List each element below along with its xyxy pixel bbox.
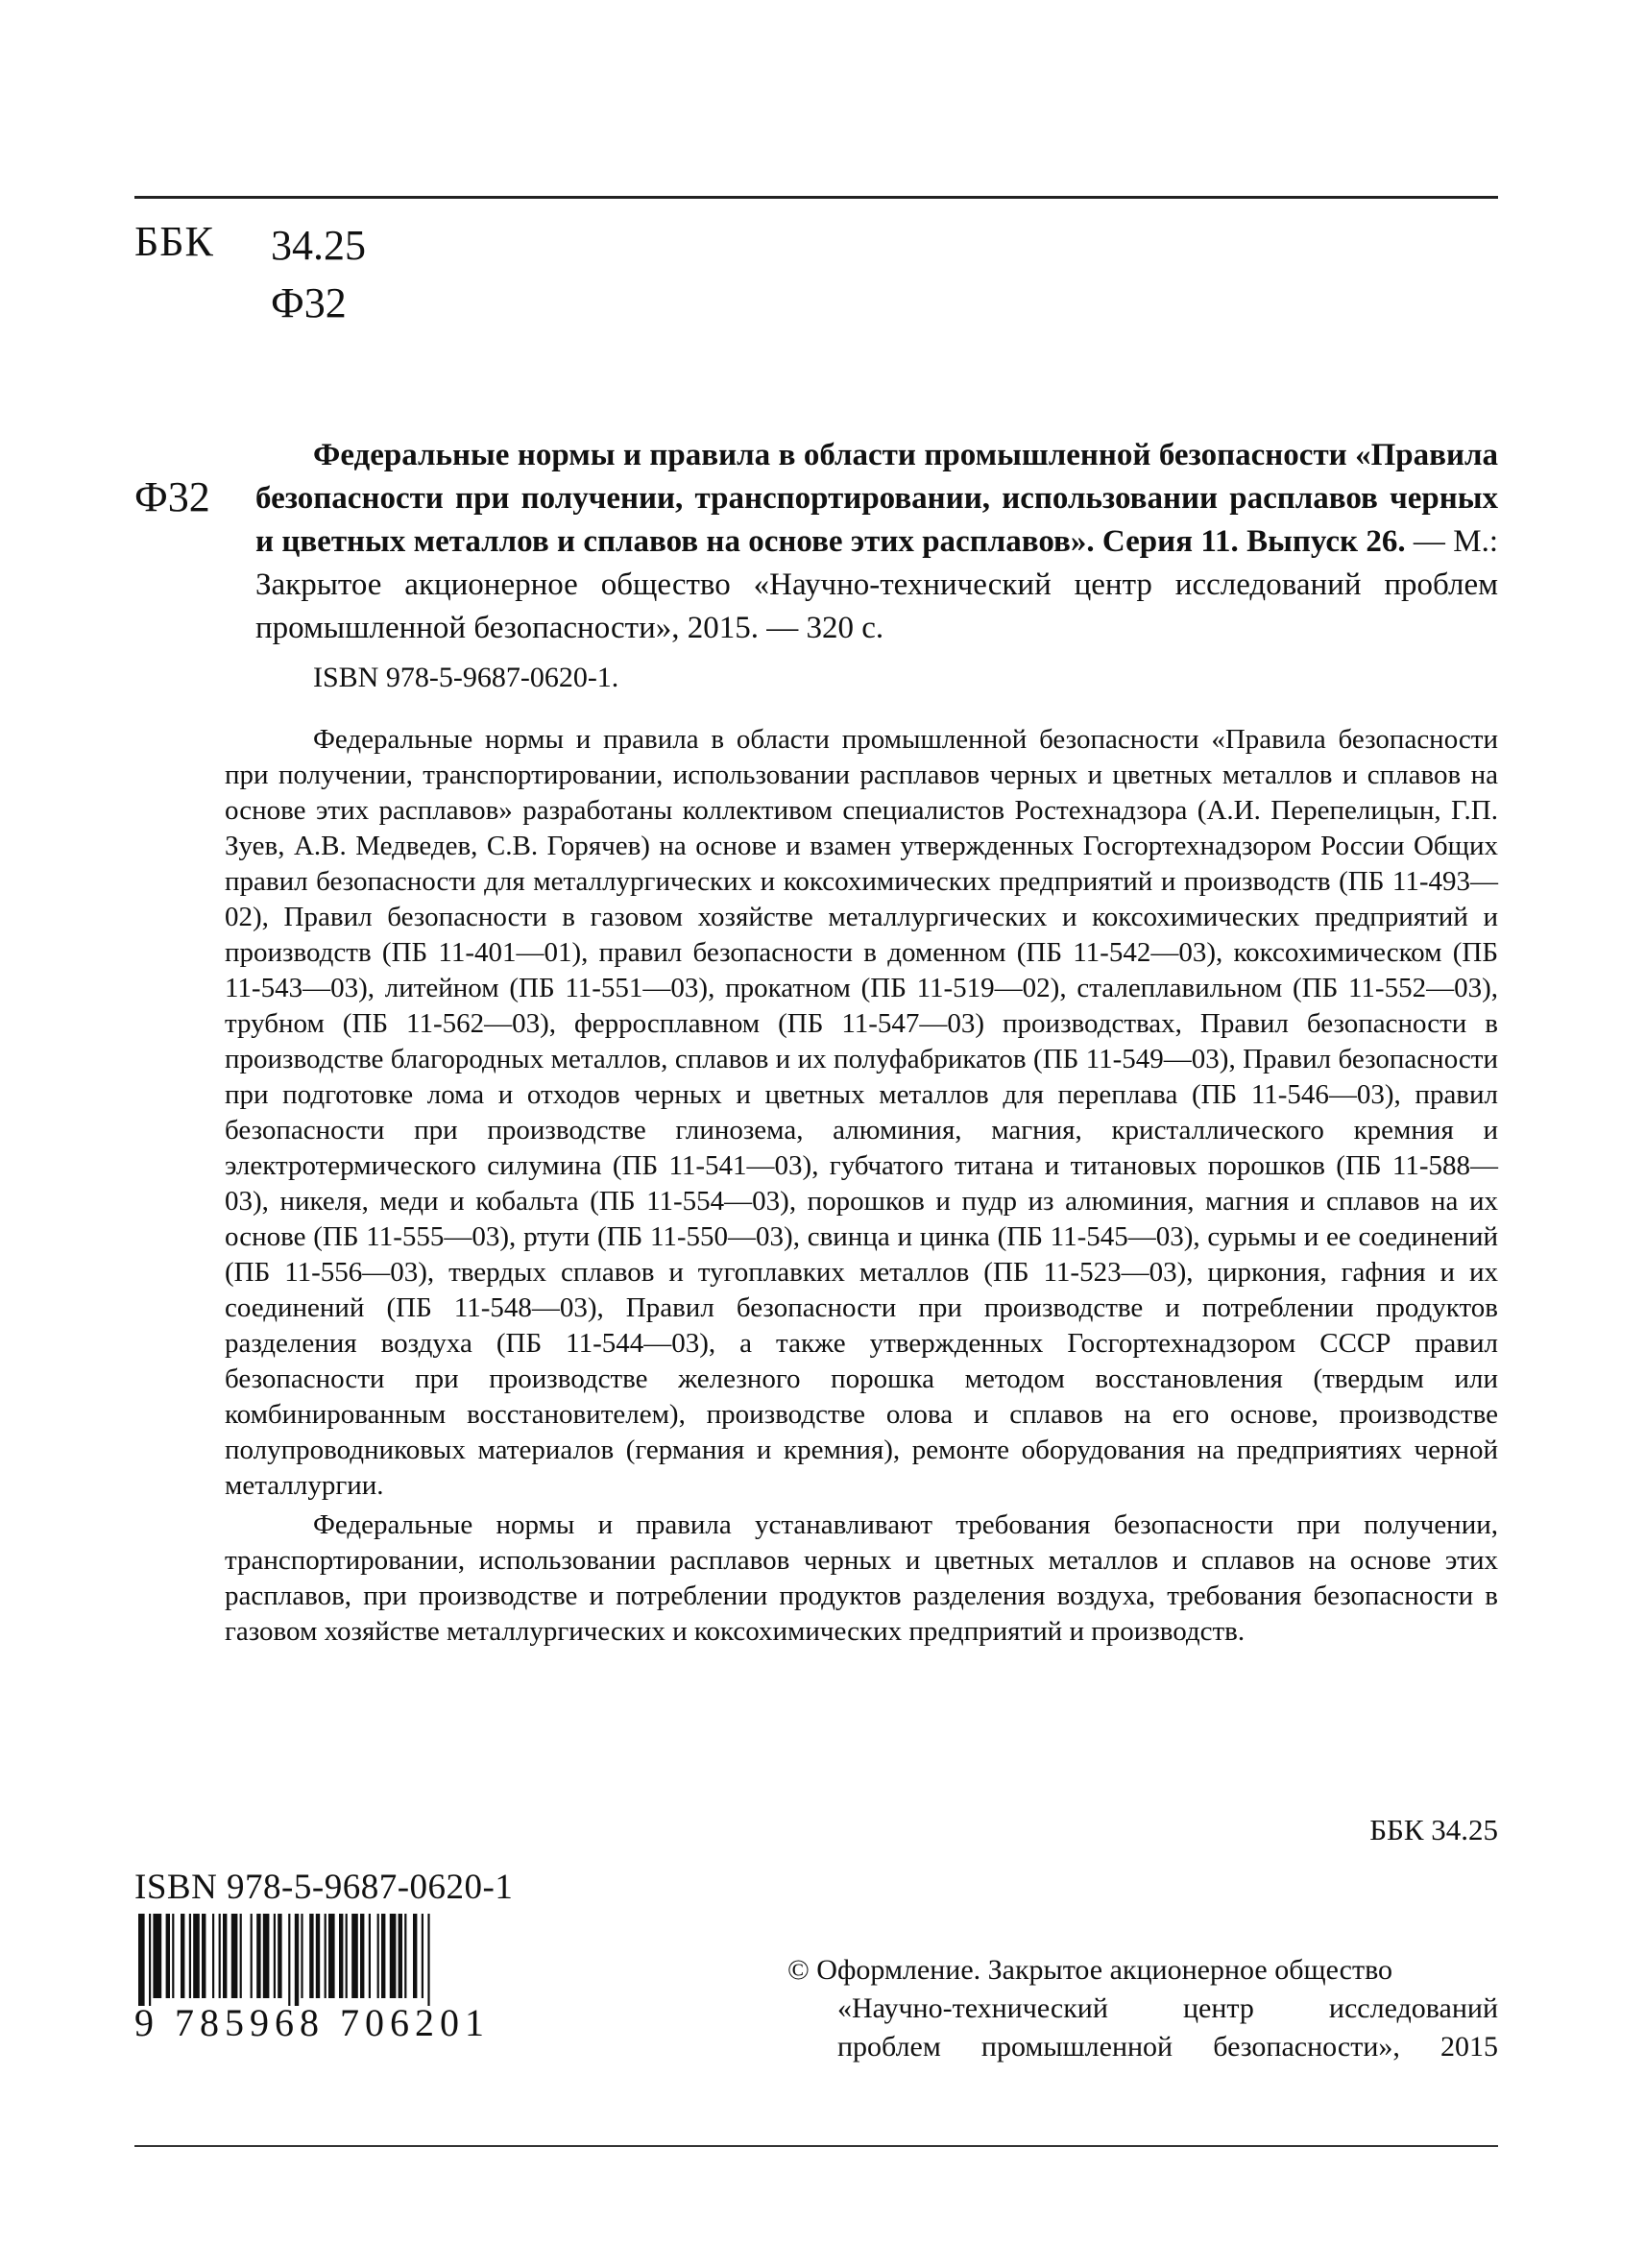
- barcode-image: [134, 1914, 528, 2006]
- barcode-bar: [138, 1914, 145, 2006]
- bbk-author-mark: Ф32: [271, 279, 347, 326]
- barcode-bar: [219, 1914, 221, 1998]
- barcode-bar: [413, 1914, 417, 1998]
- bibliographic-description: [255, 434, 1498, 650]
- barcode-bar: [172, 1914, 174, 1998]
- barcode-isbn: ISBN 978-5-9687-0620-1: [134, 1868, 514, 1907]
- bbk-code: [271, 217, 366, 332]
- barcode-bar: [240, 1914, 242, 1998]
- isbn-line: ISBN 978-5-9687-0620-1.: [313, 662, 619, 693]
- bbk-label: ББК: [134, 218, 214, 265]
- barcode-bar: [399, 1914, 402, 1998]
- barcode-bar: [339, 1914, 343, 1998]
- barcode-bar: [181, 1914, 184, 1998]
- barcode-bar: [427, 1914, 429, 2006]
- top-rule: [134, 196, 1498, 199]
- barcode-bar: [328, 1914, 335, 1998]
- bbk-code-number: 34.25: [271, 222, 366, 269]
- barcode-bar: [309, 1914, 313, 1998]
- barcode-bar: [166, 1914, 170, 1998]
- copyright-line-1: © Оформление. Закрытое акционерное общество: [787, 1954, 1393, 1986]
- biblio-title: Федеральные нормы и правила в области промышленной безопасности «Правила безопасности при получении, транспортировании, использовании расплавов черных и цветных металлов и сплавов на основе этих расплавов». Серия 11. Выпуск 26.: [255, 438, 1498, 559]
- barcode-bar: [274, 1914, 276, 1998]
- barcode-bar: [422, 1914, 423, 1998]
- barcode-bar: [189, 1914, 191, 1998]
- barcode-bar: [263, 1914, 270, 1998]
- abstract-paragraph-2: Федеральные нормы и правила устанавливают требования безопасности при получении, транспортировании, использовании расплавов черных и цветных металлов и сплавов на основе этих расплавов, при производстве и потреблении продуктов разделения воздуха, требования безопасности в газовом хозяйстве металлургических и коксохимических предприятий и производств.: [225, 1509, 1498, 1647]
- barcode-bar: [231, 1914, 238, 1998]
- barcode-bar: [325, 1914, 327, 1998]
- barcode-bar: [278, 1914, 281, 1998]
- barcode-bar: [381, 1914, 385, 1998]
- barcode-bar: [256, 1914, 260, 1998]
- barcode-bar: [377, 1914, 379, 1998]
- barcode-digits: 9 785968 706201: [134, 2001, 490, 2044]
- barcode-bar: [149, 1914, 151, 2006]
- barcode-bar: [153, 1914, 161, 1998]
- barcode-bar: [369, 1914, 371, 1998]
- barcode-bar: [351, 1914, 358, 1998]
- barcode-bar: [295, 1914, 299, 2006]
- copyright-line-2: «Научно-технический центр исследований: [837, 1992, 1498, 2024]
- barcode-bar: [288, 1914, 290, 2006]
- abstract-paragraph-1: Федеральные нормы и правила в области промышленной безопасности «Правила безопасности при получении, транспортировании, использовании расплавов черных и цветных металлов и сплавов на основе этих расплавов» разработаны коллективом специалистов Ростехнадзора (А.И. Перепелицын, Г.П. Зуев, А.В. Медведев, С.В. Горячев) на основе и взамен утвержденных Госгортехнадзором России Общих правил безопасности для металлургических и коксохимических предприятий и производств (ПБ 11-493—02), Правил безопасности в газовом хозяйстве металлургических и коксохимических предприятий и производств (ПБ 11-401—01), правил безопасности в доменном (ПБ 11-542—03), коксохимическом (ПБ 11-543—03), литейном (ПБ 11-551—03), прокатном (ПБ 11-519—02), сталеплавильном (ПБ 11-552—03), трубном (ПБ 11-562—03), ферросплавном (ПБ 11-547—03) производствах, Правил безопасности в производстве благородных металлов, сплавов и их полуфабрикатов (ПБ 11-549—03), Правил безопасности при подготовке лома и отходов черных и цветных металлов для переплава (ПБ 11-546—03), правил безопасности при производстве глинозема, алюминия, магния, кристаллического кремния и электротермического силумина (ПБ 11-541—03), губчатого титана и титановых порошков (ПБ 11-588—03), никеля, меди и кобальта (ПБ 11-554—03), порошков и пудр из алюминия, магния и сплавов на их основе (ПБ 11-555—03), ртути (ПБ 11-550—03), свинца и цинка (ПБ 11-545—03), сурьмы и ее соединений (ПБ 11-556—03), твердых сплавов и тугоплавких металлов (ПБ 11-523—03), циркония, гафния и их соединений (ПБ 11-548—03), Правил безопасности при производстве и потреблении продуктов разделения воздуха (ПБ 11-544—03), а также утвержденных Госгортехнадзором СССР правил безопасности при производстве железного порошка методом восстановления (твердым или комбинированным восстановителем), производстве олова и сплавов на его основе, производстве полупроводниковых материалов (германия и кремния), ремонте оборудования на предприятиях черной металлургии.: [225, 724, 1498, 1501]
- barcode-bar: [404, 1914, 406, 1998]
- barcode-bar: [193, 1914, 200, 1998]
- copyright-notice: [787, 1951, 1498, 2066]
- barcode-bar: [360, 1914, 364, 1998]
- bottom-rule: [134, 2145, 1498, 2147]
- barcode-bar: [346, 1914, 348, 1998]
- barcode-bar: [223, 1914, 227, 1998]
- biblio-imprint: — М.: Закрытое акционерное общество «Научно-технический центр исследований проблем промышленной безопасности», 2015. — 320 с.: [255, 524, 1498, 645]
- bbk-footer: ББК 34.25: [1369, 1813, 1498, 1846]
- barcode-bar: [390, 1914, 397, 1998]
- barcode-bar: [301, 1914, 302, 1998]
- abstract: [225, 722, 1498, 1650]
- barcode-bar: [202, 1914, 206, 1998]
- copyright-line-3: проблем промышленной безопасности», 2015: [837, 2031, 1498, 2063]
- barcode-bar: [212, 1914, 214, 1998]
- bibliographic-record: [255, 434, 1498, 694]
- author-mark: Ф32: [134, 473, 210, 520]
- barcode-block: [134, 1867, 538, 2045]
- barcode-bar: [316, 1914, 320, 1998]
- barcode-bar: [251, 1914, 253, 1998]
